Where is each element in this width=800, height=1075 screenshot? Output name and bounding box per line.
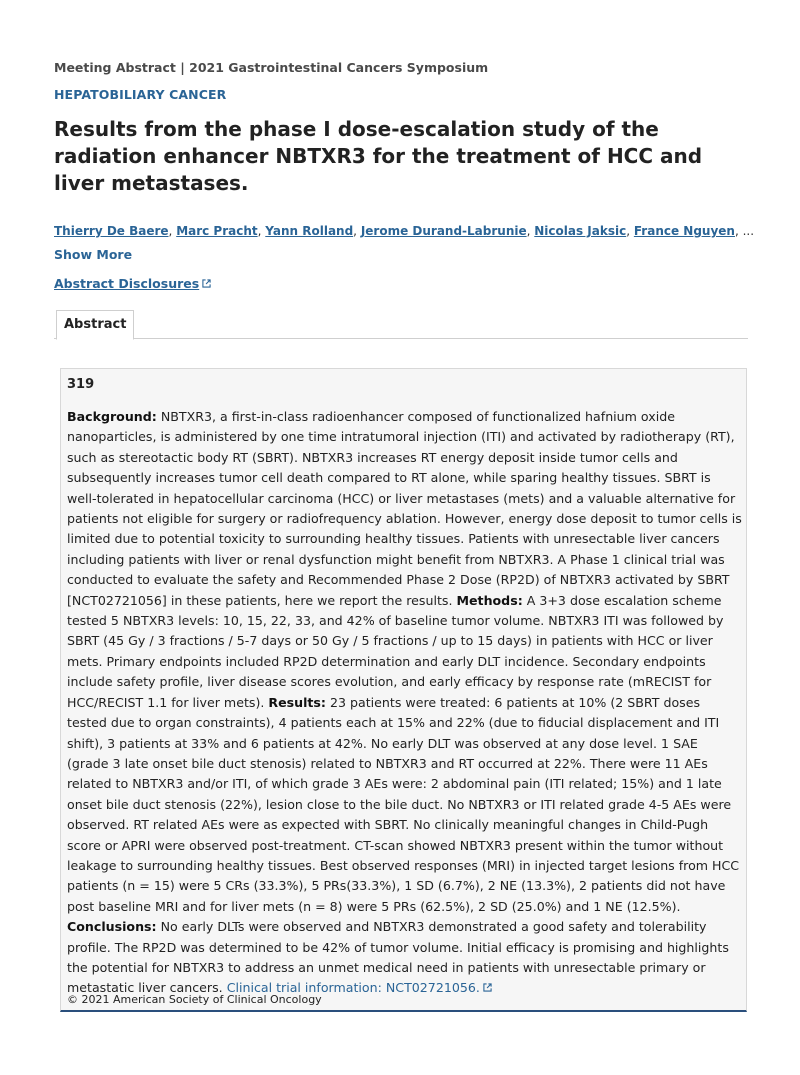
author-link[interactable]: Jerome Durand-Labrunie [360,224,527,238]
background-text: NBTXR3, a first-in-class radioenhancer composed of functionalized hafnium oxide nanoparticles, is administered by one time intratumoral injection (ITI) and activated by radiotherapy (RT), such as stereotactic body RT (SBRT). NBTXR3 increases RT energy deposit inside tumor cells and subsequently increases tumor cell death compared to RT alone, while sparing healthy tissues. SBRT is well-tolerated in hepatocellular carcinoma (HCC) or liver metastases (mets) and a valuable alternative for patients not eligible for surgery or radiofrequency ablation. However, energy dose deposit to tumor cells is limited due to potential toxicity to surrounding healthy tissues. Patients with unresectable liver cancers including patients with liver or renal dysfunction might benefit from NBTXR3. A Phase 1 clinical trial was conducted to evaluate the safety and Recommended Phase 2 Dose (RP2D) of NBTXR3 activated by SBRT [NCT02721056] in these patients, here we report the results. [67,409,742,608]
category-label[interactable]: HEPATOBILIARY CANCER [54,87,227,102]
conclusions-text: No early DLTs were observed and NBTXR3 demonstrated a good safety and tolerability profile. The RP2D was determined to be 42% of tumor volume. Initial efficacy is promising and highlights the potential for NBTXR3 to address an unmet medical need in patients with unresectable primary or metastatic liver cancers. [67,919,729,996]
conclusions-label: Conclusions: [67,919,157,935]
background-label: Background: [67,409,157,424]
external-link-icon [483,983,492,992]
abstract-box [60,368,747,1012]
tab-abstract[interactable]: Abstract [56,310,134,340]
clinical-trial-link[interactable]: Clinical trial information: NCT02721056. [227,980,492,995]
authors-ellipsis: , ... [734,224,755,238]
results-label: Results: [268,694,326,710]
methods-text: A 3+3 dose escalation scheme tested 5 NBTXR3 levels: 10, 15, 22, 33, and 42% of baseline tumor volume. NBTXR3 ITI was followed by SBRT (45 Gy / 3 fractions / 5-7 days or 50 Gy / 5 fractions / up to 15 days) in patients with HCC or liver mets. Primary endpoints included RP2D determination and early DLT incidence. Secondary endpoints include safety profile, liver disease scores evolution, and early efficacy by response rate (mRECIST for HCC/RECIST 1.1 for liver mets). [67,592,724,710]
tab-bar [54,310,748,339]
results-text: 23 patients were treated: 6 patients at 10% (2 SBRT doses tested due to organ constraints), 4 patients each at 15% and 22% (due to fiducial displacement and ITI shift), 3 patients at 33% and 6 patients at 42%. No early DLT was observed at any dose level. 1 SAE (grade 3 late onset bile duct stenosis) related to NBTXR3 and RT occurred at 22%. There were 11 AEs related to NBTXR3 and/or ITI, of which grade 3 AEs were: 2 abdominal pain (ITI related; 15%) and 1 late onset bile duct stenosis (22%), lesion close to the bile duct. No NBTXR3 or ITI related grade 4-5 AEs were observed. RT related AEs were as expected with SBRT. No clinically meaningful changes in Child-Pugh score or APRI were observed post-treatment. CT-scan showed NBTXR3 present within the tumor without leakage to surrounding healthy tissues. Best observed responses (MRI) in injected target lesions from HCC patients (n = 15) were 5 CRs (33.3%), 5 PRs(33.3%), 1 SD (6.7%), 2 NE (13.3%), 2 patients did not have post baseline MRI and for liver mets (n = 8) were 5 PRs (62.5%), 2 SD (25.0%) and 1 NE (12.5%). [67,694,740,914]
page-title: Results from the phase I dose-escalation study of the radiation enhancer NBTXR3 for the treatment of HCC and liver metastases. [54,117,703,195]
author-list: Thierry De Baere, Marc Pracht, Yann Rolland, Jerome Durand-Labrunie, Nicolas Jaksic, France Nguyen, ... [54,224,755,238]
author-link[interactable]: Marc Pracht [176,224,258,238]
author-link[interactable]: Yann Rolland [265,224,354,238]
abstract-number: 319 [67,377,95,392]
methods-label: Methods: [456,592,523,608]
author-link[interactable]: Nicolas Jaksic [534,224,627,238]
meeting-info: Meeting Abstract | 2021 Gastrointestinal Cancers Symposium [54,60,489,75]
author-link[interactable]: Thierry De Baere [54,224,169,238]
abstract-disclosures-link[interactable] [54,276,211,291]
copyright-notice: © 2021 American Society of Clinical Oncology [67,993,322,1006]
abstract-body [67,407,743,999]
external-link-icon [202,279,211,288]
author-link[interactable]: France Nguyen [633,224,735,238]
show-more-link[interactable]: Show More [54,247,133,262]
disclosures-label[interactable]: Abstract Disclosures [54,276,200,291]
